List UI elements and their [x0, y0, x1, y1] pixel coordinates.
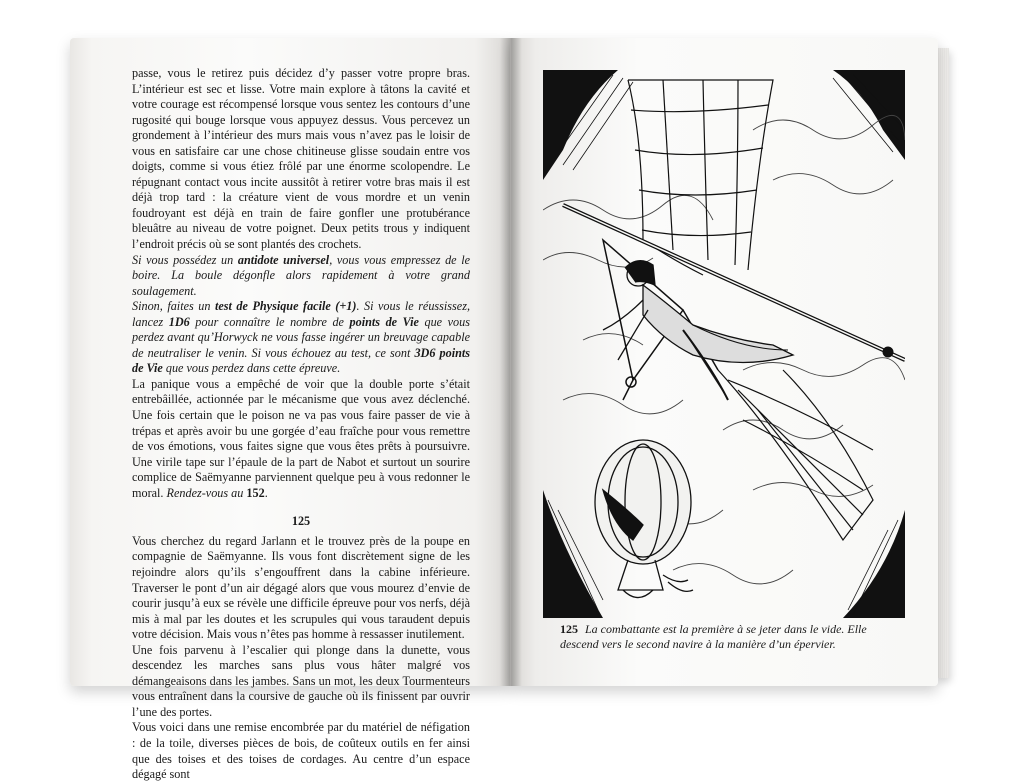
caption-text: La combattante est la première à se jeter dans le vide. Elle descend vers le second navire à la manière d’un épervier. [560, 622, 867, 651]
caption-number: 125 [560, 622, 578, 636]
antidote-pre: Si vous possédez un [132, 252, 238, 267]
test-name: test de Physique facile (+1) [214, 299, 357, 314]
book-spine [500, 38, 522, 686]
illustration-caption [560, 622, 905, 652]
section-paragraph-3: Vous voici dans une remise encombrée par du matériel de néfigation : de la toile, diverses pièces de bois, de coûteux outils en fer ainsi que des toises et des toises de cordages. Au centre d’un espace dégagé sont [132, 720, 470, 782]
paragraph-panique [132, 377, 470, 501]
dice-1d6: 1D6 [168, 314, 190, 329]
paragraph-intro: passe, vous le retirez puis décidez d’y passer votre propre bras. L’intérieur est sec et lisse. Votre main explore à tâtons la cavité et votre courage est récompensé lorsque vous sentez les contours d’une rugosité qui bouge lorsque vous appuyez dessus. Vous percevez un grondement à l’intérieur des murs mais vous n’avez pas le loisir de vous en satisfaire car une chose chitineuse glisse soudain entre vos doigts, comme si vous étiez frôlé par une énorme scolopendre. Le répugnant contact vous incite aussitôt à retirer votre bras mais il est déjà trop tard : la créature vient de vous mordre et un venin foudroyant est déjà en train de faire gonfler une protubérance bleuâtre au niveau de votre poignet. Deux petits trous y indiquent l’endroit précis où se sont plantés des crochets. [132, 66, 470, 252]
section-paragraph-2: Une fois parvenu à l’escalier qui plonge dans la dunette, vous descendez les marches sans plus vous hâter malgré vos démangeaisons dans les jambes. Sans un mot, les deux Tourmenteurs vous entraînent dans la coursive de gauche où ils finissent par ouvrir l’une des portes. [132, 642, 470, 719]
illustration-flying-warrior [543, 70, 905, 618]
antidote-item: antidote universel [237, 252, 330, 267]
test-text-2: . Si vous le réussissez, lancez [132, 299, 470, 329]
points-de-vie: points de Vie [349, 314, 419, 329]
dice-3d6: 3D6 points de Vie [132, 345, 470, 376]
paragraph-test [132, 299, 470, 377]
left-page-text [132, 66, 470, 783]
panique-end: . [264, 485, 268, 500]
paragraph-antidote [132, 253, 470, 300]
rendez-vous-text: Rendez-vous au [166, 485, 247, 500]
antidote-post: , vous vous empressez de le boire. La boule dégonfle alors rapidement à votre grand soulagement. [132, 252, 471, 298]
test-text-3: pour connaître le nombre de [189, 314, 350, 329]
section-ref-152[interactable]: 152 [246, 485, 265, 500]
section-number: 125 [291, 514, 311, 529]
test-text-5: que vous perdez dans cette épreuve. [162, 361, 341, 376]
test-text-4: que vous perdez avant qu’Horwyck ne vous fasse ingérer un breuvage capable de neutraliser le venin. Si vous échouez au test, ce sont [132, 314, 470, 360]
test-text-1: Sinon, faites un [132, 299, 215, 314]
section-paragraph-1: Vous cherchez du regard Jarlann et le trouvez près de la poupe en compagnie de Saëmyanne. Ils vous font discrètement signe de les rejoindre alors qu’ils s’engouffrent dans la cabine inférieure. Traverser le pont d’un air dégagé alors que vous mourez d’envie de courir jusqu’à eux se révèle une difficile épreuve pour vos nerfs, déjà mis à mal par les doutes et les scrupules qui vous taraudent depuis votre décision. Mais vous n’êtes pas homme à ressasser inutilement. [132, 533, 470, 642]
panique-text: La panique vous a empêché de voir que la double porte s’était entrebâillée, actionnée par le mécanisme que vous avez déclenché. Une fois certain que le poison ne va pas vous faire passer de vie à trépas et après avoir bu une gorgée d’eau fraîche pour vous remettre de vos émotions, vous faites signe que vous êtes prêts à poursuivre. Une virile tape sur l’épaule de la part de Nabot et surtout un sourire complice de Saëmyanne parviennent quelque peu à vous redonner le moral. [132, 376, 470, 500]
